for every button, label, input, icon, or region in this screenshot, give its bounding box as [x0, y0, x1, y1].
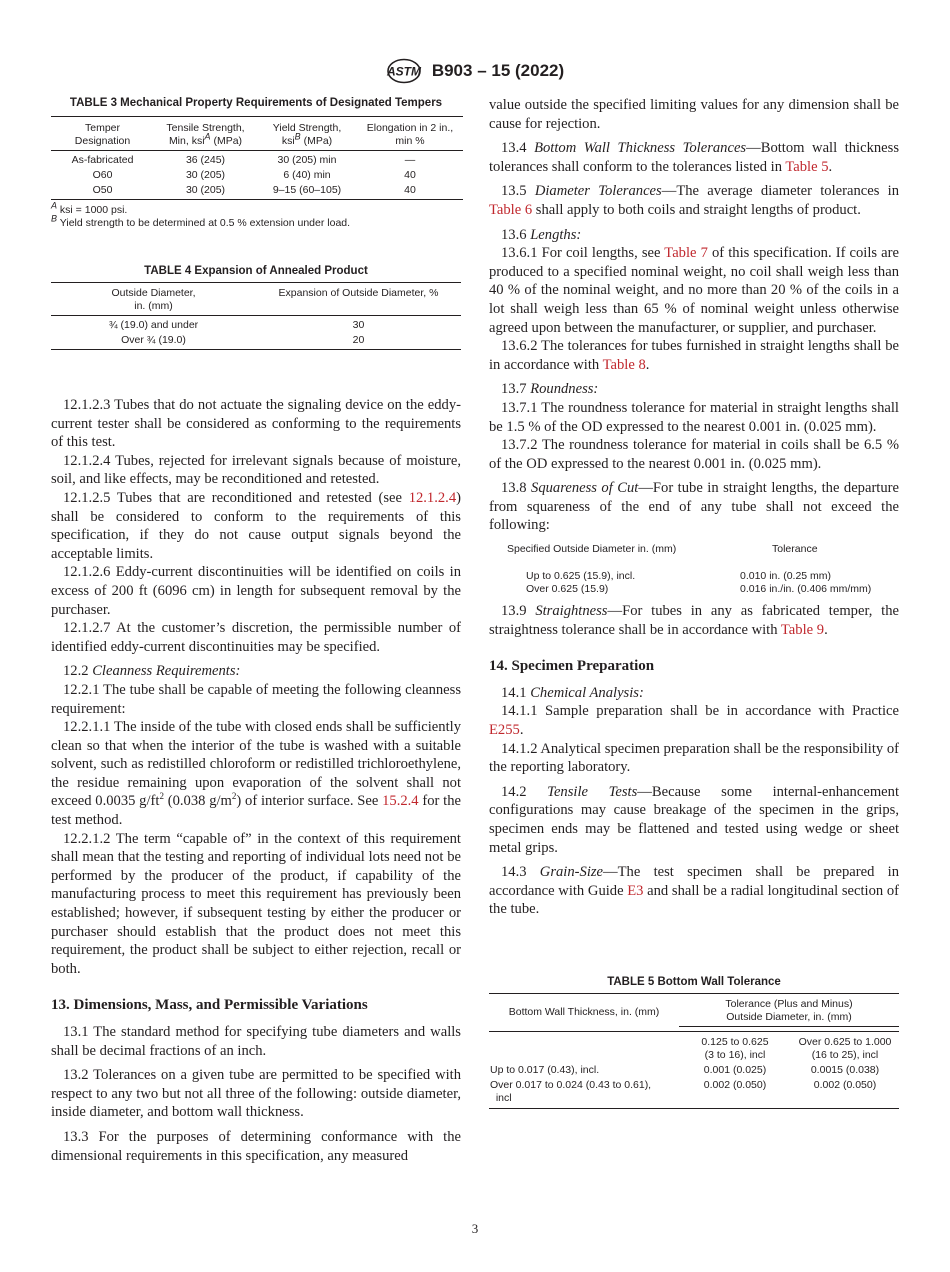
- squareness-cell: Up to 0.625 (15.9), incl.: [526, 570, 636, 583]
- subsection-title: Grain-Size: [539, 864, 604, 881]
- table3-cell: 30 (205): [185, 169, 226, 181]
- ref-link[interactable]: E255: [489, 722, 520, 739]
- para-14-1: [489, 684, 899, 703]
- para-12-1-2-3: 12.1.2.3 Tubes that do not actuate the signaling device on the eddy-current tester shall be considered as conforming to the requirements of this test.: [51, 397, 461, 451]
- para-13-6: [489, 226, 899, 245]
- text: for the test method.: [51, 793, 461, 829]
- subsection-title: Chemical Analysis:: [530, 684, 644, 701]
- table5-cell: 0.002 (0.050): [703, 1078, 767, 1091]
- text: .: [828, 158, 833, 175]
- table5-subheader: 0.125 to 0.625 (3 to 16), incl: [701, 1035, 769, 1061]
- table5-subheader: Over 0.625 to 1.000 (16 to 25), incl: [798, 1035, 892, 1061]
- para-12-2-1-1: [51, 718, 461, 830]
- para-12-2: [51, 662, 461, 681]
- text: —For tubes in any as fabricated temper, the straightness tolerance shall be in accordance with: [489, 603, 899, 638]
- table3-cell: O60: [92, 169, 113, 181]
- subsection-title: Straightness: [535, 603, 608, 620]
- text: 14.3: [501, 864, 540, 881]
- page-header: [0, 58, 950, 84]
- squareness-cell: Over 0.625 (15.9): [526, 583, 609, 596]
- para-13-3-cont: value outside the specified limiting values for any dimension shall be cause for rejection.: [489, 97, 899, 132]
- table3-cell: 9–15 (60–105): [272, 184, 342, 196]
- text: 13.4: [501, 140, 535, 157]
- ref-link[interactable]: Table 5: [785, 158, 829, 175]
- text: 14.1: [501, 684, 531, 701]
- page-number: 3: [471, 1221, 479, 1236]
- text: 14.2: [501, 783, 548, 800]
- table5-cell: 0.002 (0.050): [813, 1078, 877, 1091]
- text: .: [824, 621, 828, 638]
- table5-cell: Up to 0.017 (0.43), incl.: [490, 1063, 600, 1076]
- table5-cell: Over 0.017 to 0.024 (0.43 to 0.61), incl: [490, 1078, 652, 1104]
- ref-link[interactable]: Table 6: [489, 201, 533, 218]
- designation: B903 – 15 (2022): [431, 61, 565, 80]
- table5: [489, 993, 899, 1109]
- svg-text:ASTM: ASTM: [386, 64, 421, 79]
- text: and shall be a radial longitudinal section of the tube.: [489, 882, 899, 918]
- text: 14.1.1 Sample preparation shall be in accordance with Practice: [501, 703, 899, 720]
- text: 13.6.1 For coil lengths, see: [501, 245, 665, 262]
- text: (0.038 g/m: [163, 793, 232, 810]
- text: 12.2.1.1 The inside of the tube with closed ends shall be sufficiently clean so that when the interior of the tube is washed with a suitable solvent, such as redistilled chloroform or redistilled trichloroethylene, the residue remaining upon evaporation of the solvent shall not exceed 0.0035 g/ft: [51, 719, 461, 810]
- section-13-heading: 13. Dimensions, Mass, and Permissible Variations: [51, 997, 368, 1014]
- text: of this specification. If coils are produced to a specified nominal weight, no coil shall weigh less than 40 % of the nominal weight, and no more than 20 % of the coils in a lot shall weigh less than 65 % of nominal weight unless otherwise agreed upon between the manufacturer, or supplier, and purchaser.: [489, 245, 899, 336]
- table3-header: Yield Strength, ksi$^B$ (MPa): [272, 122, 342, 147]
- left-column: [51, 96, 461, 1165]
- ref-link[interactable]: 15.2.4: [382, 793, 419, 810]
- table-row: [489, 583, 899, 596]
- para-13-6-2: [489, 337, 899, 374]
- table3-caption: TABLE 3 Mechanical Property Requirements of Designated Tempers: [69, 97, 443, 109]
- table3-cell: 30 (205): [185, 184, 226, 196]
- table3-cell: 30 (205) min: [277, 154, 337, 166]
- para-12-2-1-2: 12.2.1.2 The term “capable of” in the context of this requirement shall mean that the testing and reporting of individual lots need not be performed by the producer of the product, if capability of the manufacturing process to meet this requirement has previously been established; however, if subsequent testing by either the producer or purchaser should establish that the product does not meet this requirement, the product shall be subject to either rejection, recall or both.: [51, 830, 461, 977]
- subsection-title: Squareness of Cut: [531, 480, 639, 497]
- table4-caption: TABLE 4 Expansion of Annealed Product: [144, 265, 368, 277]
- para-14-1-2: 14.1.2 Analytical specimen preparation shall be the responsibility of the reporting laboratory.: [489, 740, 899, 776]
- para-12-1-2-7: 12.1.2.7 At the customer’s discretion, the permissible number of identified eddy-current discontinuities may be specified.: [51, 620, 461, 655]
- text: —The average diameter tolerances in: [661, 183, 900, 200]
- table3-cell: 40: [404, 184, 416, 196]
- section-14-heading: 14. Specimen Preparation: [489, 658, 655, 675]
- table3-cell: —: [404, 154, 416, 166]
- squareness-cell: 0.016 in./in. (0.406 mm/mm): [740, 583, 872, 596]
- para-12-2-1: 12.2.1 The tube shall be capable of meeting the following cleanness requirement:: [51, 681, 461, 717]
- text: 12.2: [63, 663, 93, 680]
- text: 13.6: [501, 226, 531, 243]
- table4: [51, 282, 461, 350]
- text: 12.1.2.5 Tubes that are reconditioned and retested (see: [63, 489, 409, 506]
- table4-cell: 20: [352, 334, 365, 346]
- text: .: [645, 356, 650, 373]
- table-row: [489, 570, 899, 583]
- para-13-3: 13.3 For the purposes of determining conformance with the dimensional requirements in this specification, any measured: [51, 1128, 461, 1164]
- table3-cell: 36 (245): [185, 154, 226, 166]
- text: 13.5: [501, 183, 535, 200]
- table-row: [51, 151, 463, 169]
- table3-cell: 40: [404, 169, 416, 181]
- para-13-4: [489, 139, 899, 176]
- para-14-3: [489, 863, 899, 919]
- squareness-cell: 0.010 in. (0.25 mm): [740, 570, 832, 583]
- para-13-2: 13.2 Tolerances on a given tube are permitted to be specified with respect to any two but not all three of the following: outside diameter, inside diameter, and bottom wall thickness.: [51, 1067, 461, 1121]
- table3-header: Tensile Strength, Min, ksi$^A$ (MPa): [166, 122, 245, 147]
- subsection-title: Cleanness Requirements:: [92, 663, 241, 680]
- table3-footnote-a: $^A$ ksi = 1000 psi.: [51, 200, 128, 216]
- table3-header: Temper Designation: [74, 122, 131, 147]
- superscript: 2: [231, 791, 237, 802]
- table-row: [51, 316, 461, 334]
- subsection-title: Bottom Wall Thickness Tolerances: [534, 140, 747, 157]
- subsection-title: Lengths:: [530, 226, 582, 243]
- para-13-5: [489, 182, 899, 219]
- table-row: [51, 183, 463, 200]
- text: —For tube in straight lengths, the departure from squareness of the end of any tube shall not exceed the following:: [489, 480, 899, 534]
- table5-cell: 0.001 (0.025): [703, 1063, 767, 1076]
- text: ) of interior surface. See: [236, 793, 383, 810]
- table4-cell: 30: [352, 319, 365, 331]
- text: 13.9: [501, 603, 536, 620]
- squareness-header: Specified Outside Diameter in. (mm): [507, 543, 677, 556]
- para-12-1-2-5: [51, 489, 461, 563]
- subsection-title: Tensile Tests: [547, 783, 638, 800]
- para-13-6-1: [489, 244, 899, 337]
- para-14-2: [489, 783, 899, 857]
- table3-footnote-b: $^B$ Yield strength to be determined at 0.5 % extension under load.: [51, 213, 351, 229]
- table3-cell: O50: [92, 184, 113, 196]
- table-row: [489, 1063, 899, 1078]
- table5-caption: TABLE 5 Bottom Wall Tolerance: [607, 975, 781, 988]
- ref-link[interactable]: 12.1.2.4: [408, 489, 457, 506]
- text: —Because some internal-enhancement configurations may cause breakage of the specimen in the grips, specimen ends may be flattened and tested using wedge or sheet metal grips.: [489, 783, 899, 856]
- table4-header: Expansion of Outside Diameter, %: [278, 287, 439, 299]
- text: —Bottom wall thickness tolerances shall conform to the tolerances listed in: [489, 140, 900, 175]
- text: 13.6.2 The tolerances for tubes furnished in straight lengths shall be in accordance with: [489, 338, 899, 373]
- para-12-1-2-4: 12.1.2.4 Tubes, rejected for irrelevant signals because of moisture, soil, and like effects, may be reconditioned and retested.: [51, 452, 461, 488]
- table3-header: Elongation in 2 in., min %: [366, 122, 454, 147]
- para-13-8: [489, 479, 899, 535]
- table-row: [51, 333, 461, 350]
- table3: [51, 116, 463, 200]
- table4-header: Outside Diameter, in. (mm): [111, 287, 196, 312]
- squareness-table: [489, 543, 899, 596]
- right-column: [489, 96, 899, 1109]
- para-14-1-1: [489, 702, 899, 739]
- subsection-title: Diameter Tolerances: [534, 183, 662, 200]
- text: 13.8: [501, 480, 532, 497]
- astm-logo-icon: [386, 58, 422, 84]
- text: .: [519, 722, 524, 739]
- table4-cell: ¾ (19.0) and under: [108, 319, 199, 331]
- text: ) shall be considered to conform to the requirements of this specification, if they do not cause output signals beyond the acceptable limits.: [51, 489, 461, 562]
- para-13-9: [489, 602, 899, 639]
- ref-link[interactable]: Table 8: [602, 356, 646, 373]
- text: 13.7: [501, 381, 531, 398]
- ref-link[interactable]: E3: [627, 882, 644, 899]
- para-13-7: [489, 380, 899, 399]
- table3-cell: 6 (40) min: [283, 169, 331, 181]
- table-row: [51, 168, 463, 183]
- table5-header: Bottom Wall Thickness, in. (mm): [508, 1005, 660, 1018]
- para-13-7-1: 13.7.1 The roundness tolerance for material in straight lengths shall be 1.5 % of the OD expressed to the nearest 0.001 in. (0.025 mm).: [489, 399, 899, 435]
- text: —The test specimen shall be prepared in accordance with Guide: [489, 864, 899, 899]
- table5-cell: 0.0015 (0.038): [810, 1063, 880, 1076]
- ref-link[interactable]: Table 7: [664, 245, 708, 262]
- subsection-title: Roundness:: [530, 381, 599, 398]
- text: shall apply to both coils and straight lengths of product.: [532, 201, 861, 218]
- para-13-7-2: 13.7.2 The roundness tolerance for material in coils shall be 6.5 % of the OD expressed to the nearest 0.001 in. (0.025 mm).: [489, 437, 899, 472]
- table5-header-group: Tolerance (Plus and Minus) Outside Diameter, in. (mm): [679, 993, 899, 1026]
- table4-cell: Over ¾ (19.0): [121, 334, 186, 346]
- table-row: [489, 1078, 899, 1109]
- table3-cell: As-fabricated: [71, 154, 134, 166]
- para-13-1: 13.1 The standard method for specifying tube diameters and walls shall be decimal fractions of an inch.: [51, 1024, 461, 1059]
- squareness-header: Tolerance: [772, 543, 818, 556]
- ref-link[interactable]: Table 9: [780, 621, 825, 638]
- para-12-1-2-6: 12.1.2.6 Eddy-current discontinuities will be identified on coils in excess of 200 ft (6096 cm) in length for subsequent removal by the purchaser.: [51, 564, 461, 618]
- superscript: 2: [159, 791, 164, 802]
